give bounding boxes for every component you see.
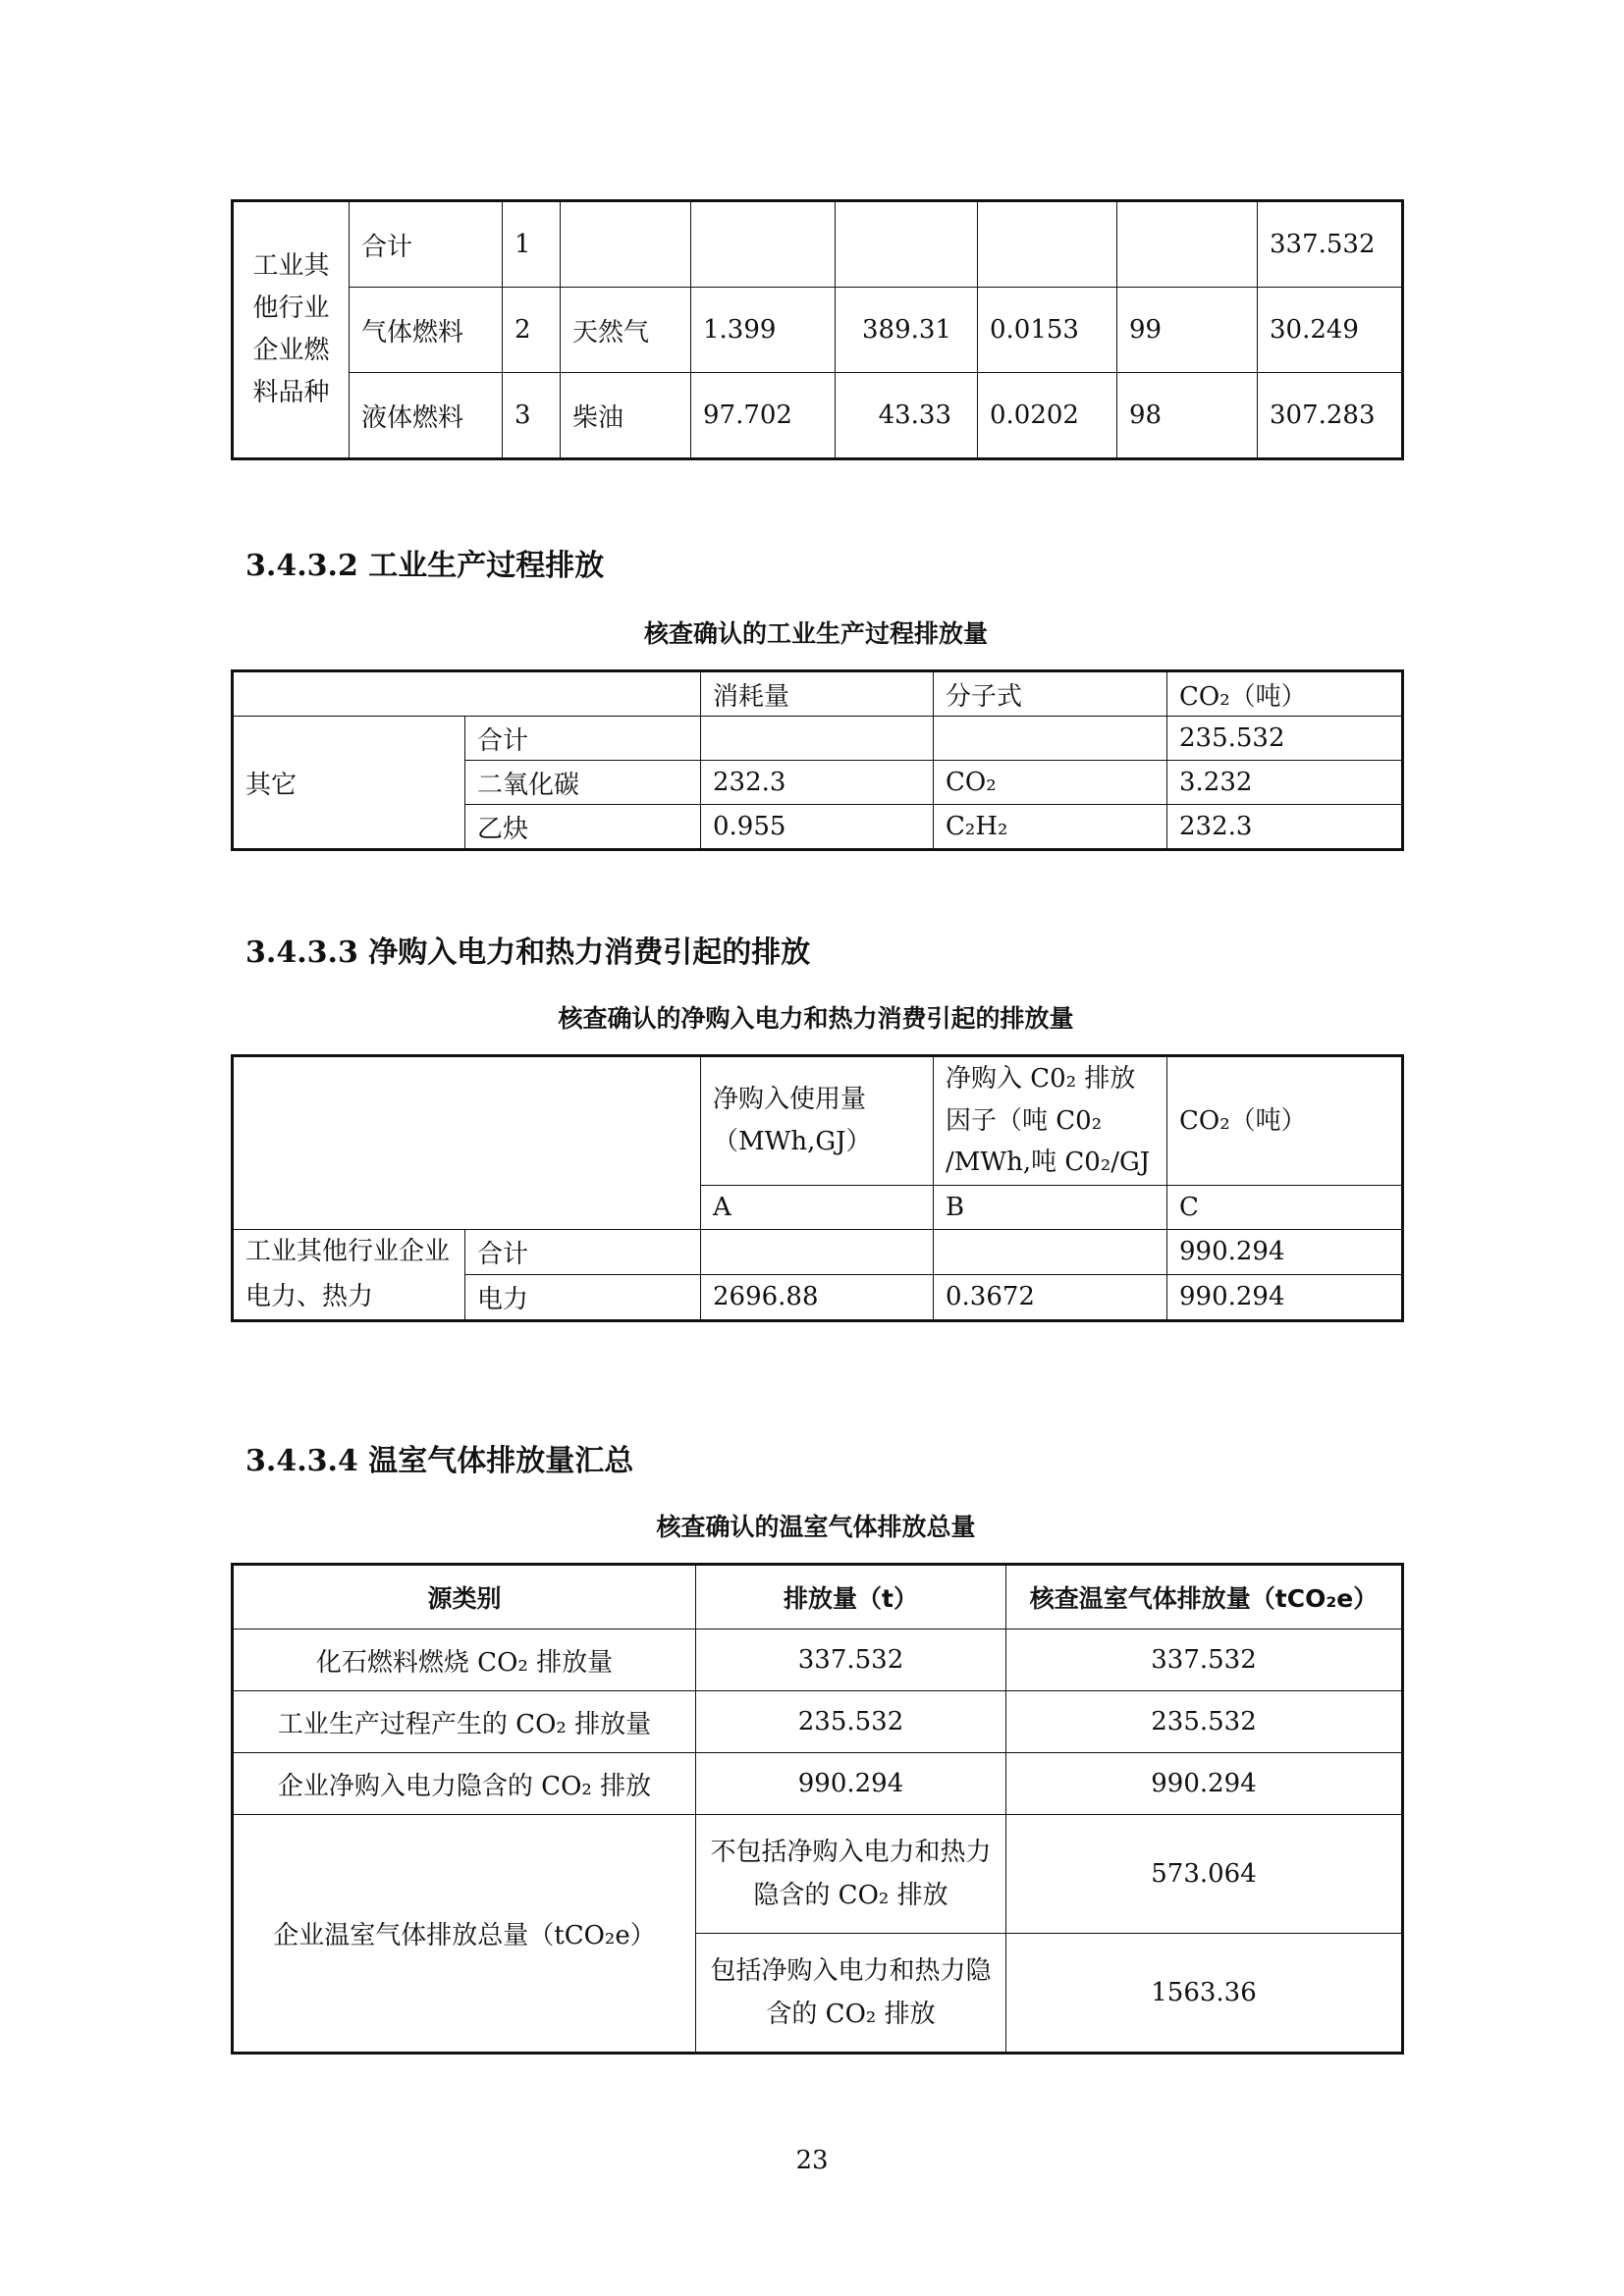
process-formula: CO₂ (934, 761, 1167, 805)
process-formula: C₂H₂ (934, 805, 1167, 850)
table-row (233, 1691, 1403, 1753)
total-incl-value: 1563.36 (1006, 1934, 1403, 2054)
process-co2: 3.232 (1167, 761, 1403, 805)
summary-table (231, 1563, 1404, 2055)
summary-source: 企业净购入电力隐含的 CO₂ 排放 (233, 1753, 696, 1815)
table-caption: 核查确认的温室气体排放总量 (656, 1513, 976, 1541)
table-row (233, 1230, 1403, 1275)
fuel-name: 天然气 (561, 288, 691, 373)
power-usage (701, 1230, 934, 1275)
fuel-no: 2 (503, 288, 561, 373)
table-row (233, 717, 1403, 761)
power-factor: 0.3672 (934, 1274, 1167, 1320)
summary-verified: 235.532 (1006, 1691, 1403, 1753)
header-blank (233, 671, 701, 717)
fuel-co2: 337.532 (1258, 201, 1403, 288)
table-row (233, 1565, 1403, 1629)
power-factor (934, 1230, 1167, 1275)
fuel-d (1117, 201, 1258, 288)
total-excl-value: 573.064 (1006, 1815, 1403, 1934)
table-row (233, 1753, 1403, 1815)
process-co2: 232.3 (1167, 805, 1403, 850)
table-caption: 核查确认的工业生产过程排放量 (643, 619, 988, 648)
power-group: 工业其他行业企业电力、热力 (233, 1230, 465, 1321)
table-row (233, 1629, 1403, 1691)
section-heading: 3.4.3.3 净购入电力和热力消费引起的排放 (245, 935, 811, 970)
table-row (233, 1056, 1403, 1186)
header-emission: 排放量（t） (696, 1565, 1006, 1629)
header-factor: 净购入 C0₂ 排放因子（吨 C0₂ /MWh,吨 C0₂/GJ (934, 1056, 1167, 1186)
process-name: 乙炔 (465, 805, 701, 850)
process-group: 其它 (233, 717, 465, 850)
process-co2: 235.532 (1167, 717, 1403, 761)
process-name: 合计 (465, 717, 701, 761)
process-formula (934, 717, 1167, 761)
fuel-co2: 307.283 (1258, 373, 1403, 459)
process-name: 二氧化碳 (465, 761, 701, 805)
fuel-d: 98 (1117, 373, 1258, 459)
page-number: 23 (795, 2146, 829, 2175)
total-incl-label: 包括净购入电力和热力隐含的 CO₂ 排放 (696, 1934, 1006, 2054)
summary-verified: 990.294 (1006, 1753, 1403, 1815)
power-usage: 2696.88 (701, 1274, 934, 1320)
summary-emission: 235.532 (696, 1691, 1006, 1753)
fuel-a (691, 201, 836, 288)
table-row (233, 671, 1403, 717)
process-consumption: 0.955 (701, 805, 934, 850)
header-consumption: 消耗量 (701, 671, 934, 717)
fuel-c (978, 201, 1117, 288)
section-heading: 3.4.3.4 温室气体排放量汇总 (245, 1444, 634, 1478)
fuel-a: 97.702 (691, 373, 836, 459)
fuel-no: 3 (503, 373, 561, 459)
summary-emission: 990.294 (696, 1753, 1006, 1815)
summary-source: 化石燃料燃烧 CO₂ 排放量 (233, 1629, 696, 1691)
header-col-a: A (701, 1186, 934, 1230)
fuel-co2: 30.249 (1258, 288, 1403, 373)
fuel-group-label: 工业其他行业企业燃料品种 (233, 201, 350, 459)
header-co2: CO₂（吨） (1167, 1056, 1403, 1186)
summary-verified: 337.532 (1006, 1629, 1403, 1691)
table-row (233, 201, 1403, 288)
power-name: 合计 (465, 1230, 701, 1275)
power-co2: 990.294 (1167, 1274, 1403, 1320)
total-excl-label: 不包括净购入电力和热力隐含的 CO₂ 排放 (696, 1815, 1006, 1934)
power-name: 电力 (465, 1274, 701, 1320)
process-table (231, 669, 1404, 851)
header-verified: 核查温室气体排放量（tCO₂e） (1006, 1565, 1403, 1629)
fuel-b: 389.31 (836, 288, 978, 373)
fuel-table (231, 199, 1404, 460)
summary-emission: 337.532 (696, 1629, 1006, 1691)
header-co2: CO₂（吨） (1167, 671, 1403, 717)
summary-source: 工业生产过程产生的 CO₂ 排放量 (233, 1691, 696, 1753)
header-formula: 分子式 (934, 671, 1167, 717)
header-col-b: B (934, 1186, 1167, 1230)
fuel-type: 气体燃料 (350, 288, 503, 373)
power-table (231, 1054, 1404, 1322)
fuel-type: 合计 (350, 201, 503, 288)
table-row (233, 1815, 1403, 1934)
fuel-b: 43.33 (836, 373, 978, 459)
fuel-c: 0.0153 (978, 288, 1117, 373)
section-heading: 3.4.3.2 工业生产过程排放 (245, 549, 605, 583)
table-row (233, 373, 1403, 459)
process-consumption: 232.3 (701, 761, 934, 805)
fuel-no: 1 (503, 201, 561, 288)
header-blank (233, 1056, 701, 1230)
total-source: 企业温室气体排放总量（tCO₂e） (233, 1815, 696, 2054)
header-source: 源类别 (233, 1565, 696, 1629)
fuel-c: 0.0202 (978, 373, 1117, 459)
fuel-b (836, 201, 978, 288)
fuel-name (561, 201, 691, 288)
table-row (233, 288, 1403, 373)
table-caption: 核查确认的净购入电力和热力消费引起的排放量 (558, 1004, 1074, 1033)
header-usage: 净购入使用量（MWh,GJ） (701, 1056, 934, 1186)
process-consumption (701, 717, 934, 761)
fuel-name: 柴油 (561, 373, 691, 459)
header-col-c: C (1167, 1186, 1403, 1230)
power-co2: 990.294 (1167, 1230, 1403, 1275)
fuel-type: 液体燃料 (350, 373, 503, 459)
fuel-d: 99 (1117, 288, 1258, 373)
fuel-a: 1.399 (691, 288, 836, 373)
